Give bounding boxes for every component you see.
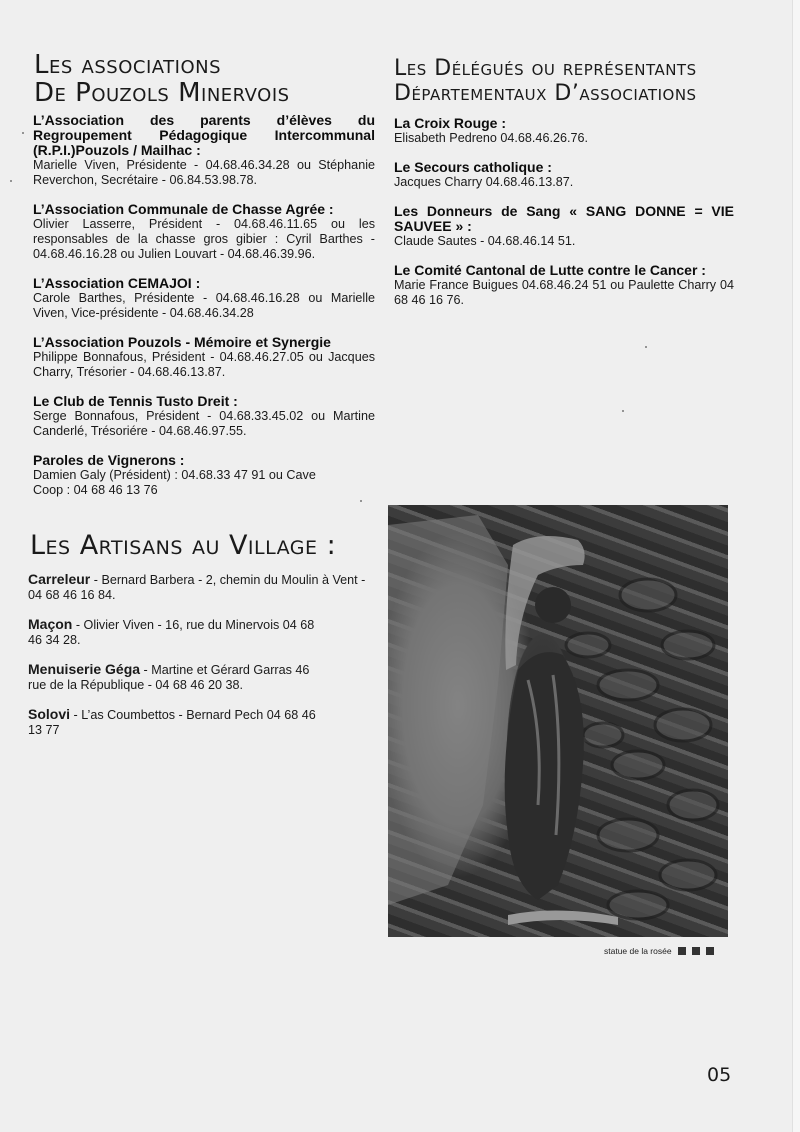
delegate-entry <box>394 160 734 190</box>
association-contact: Marielle Viven, Présidente - 04.68.46.34.28 ou Stéphanie Reverchon, Secrétaire - 06.84.53.98.78. <box>33 158 375 187</box>
artisan-entry <box>28 662 328 693</box>
delegates-list <box>394 116 734 322</box>
delegate-contact: Claude Sautes - 04.68.46.14 51. <box>394 234 576 248</box>
photo-caption <box>604 946 714 956</box>
delegate-title: Les Donneurs de Sang « SANG DONNE = VIE SAUVEE » : <box>394 203 734 234</box>
artisan-details: - Bernard Barbera - 2, chemin du Moulin à Vent - 04 68 46 16 84. <box>28 573 366 602</box>
delegate-contact: Jacques Charry 04.68.46.13.87. <box>394 175 574 189</box>
artisan-details: - L’as Coumbettos - Bernard Pech 04 68 46 13 77 <box>28 708 316 737</box>
associations-heading-line2: De Pouzols Minervois <box>34 78 290 108</box>
scan-speck <box>22 132 24 134</box>
stone-wall <box>566 579 718 919</box>
delegate-entry <box>394 263 734 308</box>
association-contact: Damien Galy (Président) : 04.68.33 47 91 ou Cave Coop : 04 68 46 13 76 <box>33 468 316 497</box>
artisan-trade: Maçon <box>28 616 73 632</box>
association-title: Paroles de Vignerons : <box>33 452 185 468</box>
stone-block <box>388 515 508 905</box>
statue-photo <box>388 505 728 937</box>
artisan-entry <box>28 572 373 603</box>
association-entry <box>33 335 375 380</box>
association-entry <box>33 276 375 321</box>
association-entry <box>33 202 375 262</box>
caption-square-decoration <box>678 947 686 955</box>
artisan-entry <box>28 707 318 738</box>
caption-square-decoration <box>692 947 700 955</box>
artisan-trade: Menuiserie Géga <box>28 661 141 677</box>
association-title: L’Association CEMAJOI : <box>33 275 201 291</box>
delegate-title: Le Comité Cantonal de Lutte contre le Cancer : <box>394 262 706 278</box>
delegate-entry <box>394 204 734 249</box>
association-contact: Olivier Lasserre, Président - 04.68.46.11.65 ou les responsables de la chasse gros gibier : Cyril Barthes - 04.68.46.16.28 ou Julien Louvart - 04.68.46.39.96. <box>33 217 375 261</box>
artisan-details: - Martine et Gérard Garras 46 rue de la République - 04 68 46 20 38. <box>28 663 310 692</box>
scan-edge <box>792 0 800 1132</box>
associations-heading-line1: Les associations <box>34 50 222 80</box>
artisan-entry <box>28 617 318 648</box>
scan-speck <box>622 410 624 412</box>
delegates-heading-line2: Départementaux D’associations <box>394 81 697 106</box>
association-entry <box>33 453 375 498</box>
delegate-title: La Croix Rouge : <box>394 115 507 131</box>
artisan-details: - Olivier Viven - 16, rue du Minervois 04 68 46 34 28. <box>28 618 315 647</box>
caption-square-decoration <box>706 947 714 955</box>
association-title: Le Club de Tennis Tusto Dreit : <box>33 393 238 409</box>
delegates-heading <box>394 58 697 108</box>
artisans-heading: Les Artisans au Village : <box>30 530 337 561</box>
artisans-list <box>28 572 373 752</box>
delegate-entry <box>394 116 734 146</box>
association-contact: Carole Barthes, Présidente - 04.68.46.16.28 ou Marielle Viven, Vice-présidente - 04.68.46.34.28 <box>33 291 375 320</box>
page-number: 05 <box>707 1064 732 1086</box>
association-title: L’Association Communale de Chasse Agrée : <box>33 201 334 217</box>
delegate-contact: Marie France Buigues 04.68.46.24 51 ou Paulette Charry 04 68 46 16 76. <box>394 278 734 307</box>
scan-speck <box>645 346 647 348</box>
association-entry <box>33 394 375 439</box>
delegate-title: Le Secours catholique : <box>394 159 552 175</box>
association-contact: Philippe Bonnafous, Président - 04.68.46.27.05 ou Jacques Charry, Trésorier - 04.68.46.13.87. <box>33 350 375 379</box>
photo-caption-text: statue de la rosée <box>604 946 672 956</box>
scan-speck <box>10 180 12 182</box>
associations-heading <box>34 52 290 108</box>
association-contact: Serge Bonnafous, Président - 04.68.33.45.02 ou Martine Canderlé, Trésoriére - 04.68.46.97.55. <box>33 409 375 438</box>
association-entry <box>33 113 375 188</box>
delegate-contact: Elisabeth Pedreno 04.68.46.26.76. <box>394 131 588 145</box>
artisan-trade: Solovi <box>28 706 71 722</box>
scan-speck <box>360 500 362 502</box>
association-title: L’Association Pouzols - Mémoire et Synergie <box>33 334 331 350</box>
association-title: L’Association des parents d’élèves du Regroupement Pédagogique Intercommunal (R.P.I.)Pouzols / Mailhac : <box>33 112 375 158</box>
delegates-heading-line1: Les Délégués ou représentants <box>394 56 697 81</box>
statue-illustration <box>388 505 728 937</box>
artisan-trade: Carreleur <box>28 571 91 587</box>
associations-list <box>33 113 375 512</box>
